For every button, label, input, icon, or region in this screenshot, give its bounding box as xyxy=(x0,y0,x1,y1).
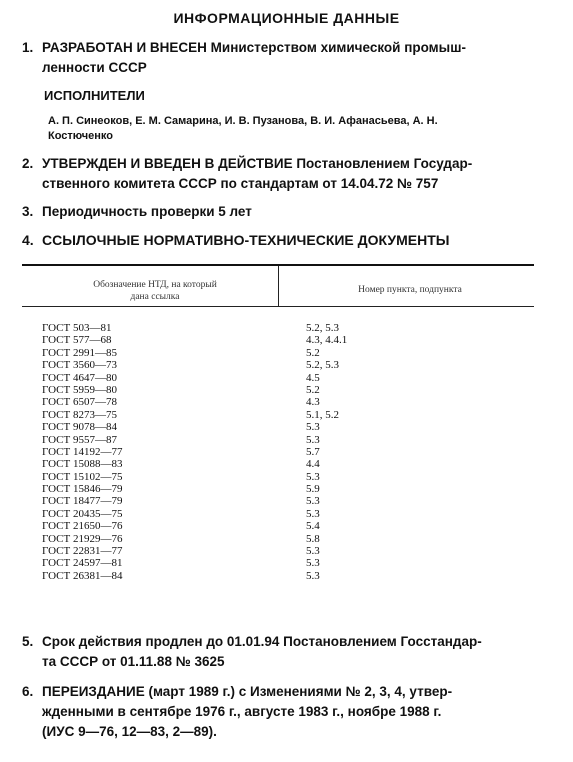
section-text: ПЕРЕИЗДАНИЕ (март 1989 г.) с Изменениями № 2, 3, 4, утвер- xyxy=(42,684,453,699)
item-number: 5.3 xyxy=(306,433,320,446)
item-number: 4.5 xyxy=(306,371,320,384)
table-row xyxy=(42,347,462,359)
table-header-col1 xyxy=(40,279,270,303)
header-text: Обозначение НТД, на который xyxy=(93,280,217,290)
table-row xyxy=(42,520,462,532)
section-text-cont: ленности СССР xyxy=(42,60,147,75)
section-1 xyxy=(22,38,542,78)
doc-designation: ГОСТ 15102—75 xyxy=(42,470,123,483)
item-number: 4.4 xyxy=(306,458,320,471)
table-header-rule xyxy=(22,306,534,307)
item-number: 4.3 xyxy=(306,396,320,409)
table-row xyxy=(42,570,462,582)
executors-names xyxy=(48,114,538,144)
section-number: 3. xyxy=(22,204,34,219)
doc-designation: ГОСТ 5959—80 xyxy=(42,383,117,396)
item-number: 5.2, 5.3 xyxy=(306,359,339,372)
doc-designation: ГОСТ 9078—84 xyxy=(42,421,117,434)
section-text: Периодичность проверки 5 лет xyxy=(42,204,252,219)
executors-label: ИСПОЛНИТЕЛИ xyxy=(44,88,145,103)
item-number: 5.9 xyxy=(306,483,320,496)
doc-designation: ГОСТ 4647—80 xyxy=(42,371,117,384)
table-body xyxy=(42,322,462,582)
item-number: 4.3, 4.4.1 xyxy=(306,334,348,347)
table-row xyxy=(42,421,462,433)
section-text: Срок действия продлен до 01.01.94 Постановлением Госстандар- xyxy=(42,634,482,649)
section-text: УТВЕРЖДЕН И ВВЕДЕН В ДЕЙСТВИЕ Постановлением Государ- xyxy=(42,156,473,171)
section-number: 6. xyxy=(22,684,34,699)
doc-designation: ГОСТ 14192—77 xyxy=(42,445,123,458)
table-row xyxy=(42,396,462,408)
section-5 xyxy=(22,632,542,672)
item-number: 5.8 xyxy=(306,532,320,545)
section-6 xyxy=(22,682,542,742)
table-row xyxy=(42,384,462,396)
table-header-col2: Номер пункта, подпункта xyxy=(358,285,462,295)
doc-designation: ГОСТ 2991—85 xyxy=(42,346,117,359)
doc-designation: ГОСТ 15088—83 xyxy=(42,458,123,471)
doc-designation: ГОСТ 24597—81 xyxy=(42,557,123,570)
doc-designation: ГОСТ 20435—75 xyxy=(42,507,123,520)
executors-line: А. П. Синеоков, Е. М. Самарина, И. В. Пузанова, В. И. Афанасьева, А. Н. xyxy=(48,115,438,127)
doc-designation: ГОСТ 21650—76 xyxy=(42,520,123,533)
section-number: 1. xyxy=(22,40,34,55)
doc-designation: ГОСТ 15846—79 xyxy=(42,483,123,496)
section-text: ССЫЛОЧНЫЕ НОРМАТИВНО-ТЕХНИЧЕСКИЕ ДОКУМЕНТЫ xyxy=(42,232,450,248)
table-row xyxy=(42,446,462,458)
item-number: 5.3 xyxy=(306,495,320,508)
section-number: 4. xyxy=(22,232,34,248)
doc-designation: ГОСТ 503—81 xyxy=(42,322,112,334)
doc-designation: ГОСТ 22831—77 xyxy=(42,545,123,558)
table-row xyxy=(42,458,462,470)
section-2 xyxy=(22,154,542,194)
section-number: 5. xyxy=(22,634,34,649)
table-row xyxy=(42,557,462,569)
table-row xyxy=(42,545,462,557)
doc-designation: ГОСТ 21929—76 xyxy=(42,532,123,545)
table-row xyxy=(42,359,462,371)
header-text: дана ссылка xyxy=(130,292,180,302)
item-number: 5.3 xyxy=(306,557,320,570)
item-number: 5.3 xyxy=(306,569,320,582)
table-row xyxy=(42,372,462,384)
table-row xyxy=(42,322,462,334)
table-column-divider xyxy=(278,266,279,306)
doc-designation: ГОСТ 577—68 xyxy=(42,334,112,347)
table-row xyxy=(42,471,462,483)
doc-designation: ГОСТ 26381—84 xyxy=(42,569,123,582)
item-number: 5.4 xyxy=(306,520,320,533)
table-row xyxy=(42,483,462,495)
table-row xyxy=(42,409,462,421)
table-row xyxy=(42,533,462,545)
section-text-cont: жденными в сентябре 1976 г., августе 1983 г., ноябре 1988 г. xyxy=(42,704,442,719)
page-title: ИНФОРМАЦИОННЫЕ ДАННЫЕ xyxy=(173,10,400,26)
item-number: 5.2 xyxy=(306,383,320,396)
doc-designation: ГОСТ 18477—79 xyxy=(42,495,123,508)
table-row xyxy=(42,508,462,520)
section-3 xyxy=(22,202,542,222)
item-number: 5.2 xyxy=(306,346,320,359)
item-number: 5.3 xyxy=(306,507,320,520)
section-text-cont: (ИУС 9—76, 12—83, 2—89). xyxy=(42,724,217,739)
item-number: 5.2, 5.3 xyxy=(306,322,339,334)
doc-designation: ГОСТ 9557—87 xyxy=(42,433,117,446)
doc-designation: ГОСТ 6507—78 xyxy=(42,396,117,409)
table-row xyxy=(42,434,462,446)
table-row xyxy=(42,334,462,346)
section-text: РАЗРАБОТАН И ВНЕСЕН Министерством химической промыш- xyxy=(42,40,466,55)
section-4 xyxy=(22,230,542,250)
item-number: 5.3 xyxy=(306,470,320,483)
section-number: 2. xyxy=(22,156,34,171)
executors-line: Костюченко xyxy=(48,130,113,142)
section-text-cont: та СССР от 01.11.88 № 3625 xyxy=(42,654,225,669)
doc-designation: ГОСТ 3560—73 xyxy=(42,359,117,372)
item-number: 5.3 xyxy=(306,545,320,558)
section-text-cont: ственного комитета СССР по стандартам от 14.04.72 № 757 xyxy=(42,176,439,191)
item-number: 5.7 xyxy=(306,445,320,458)
doc-designation: ГОСТ 8273—75 xyxy=(42,408,117,421)
item-number: 5.3 xyxy=(306,421,320,434)
table-row xyxy=(42,495,462,507)
item-number: 5.1, 5.2 xyxy=(306,408,339,421)
